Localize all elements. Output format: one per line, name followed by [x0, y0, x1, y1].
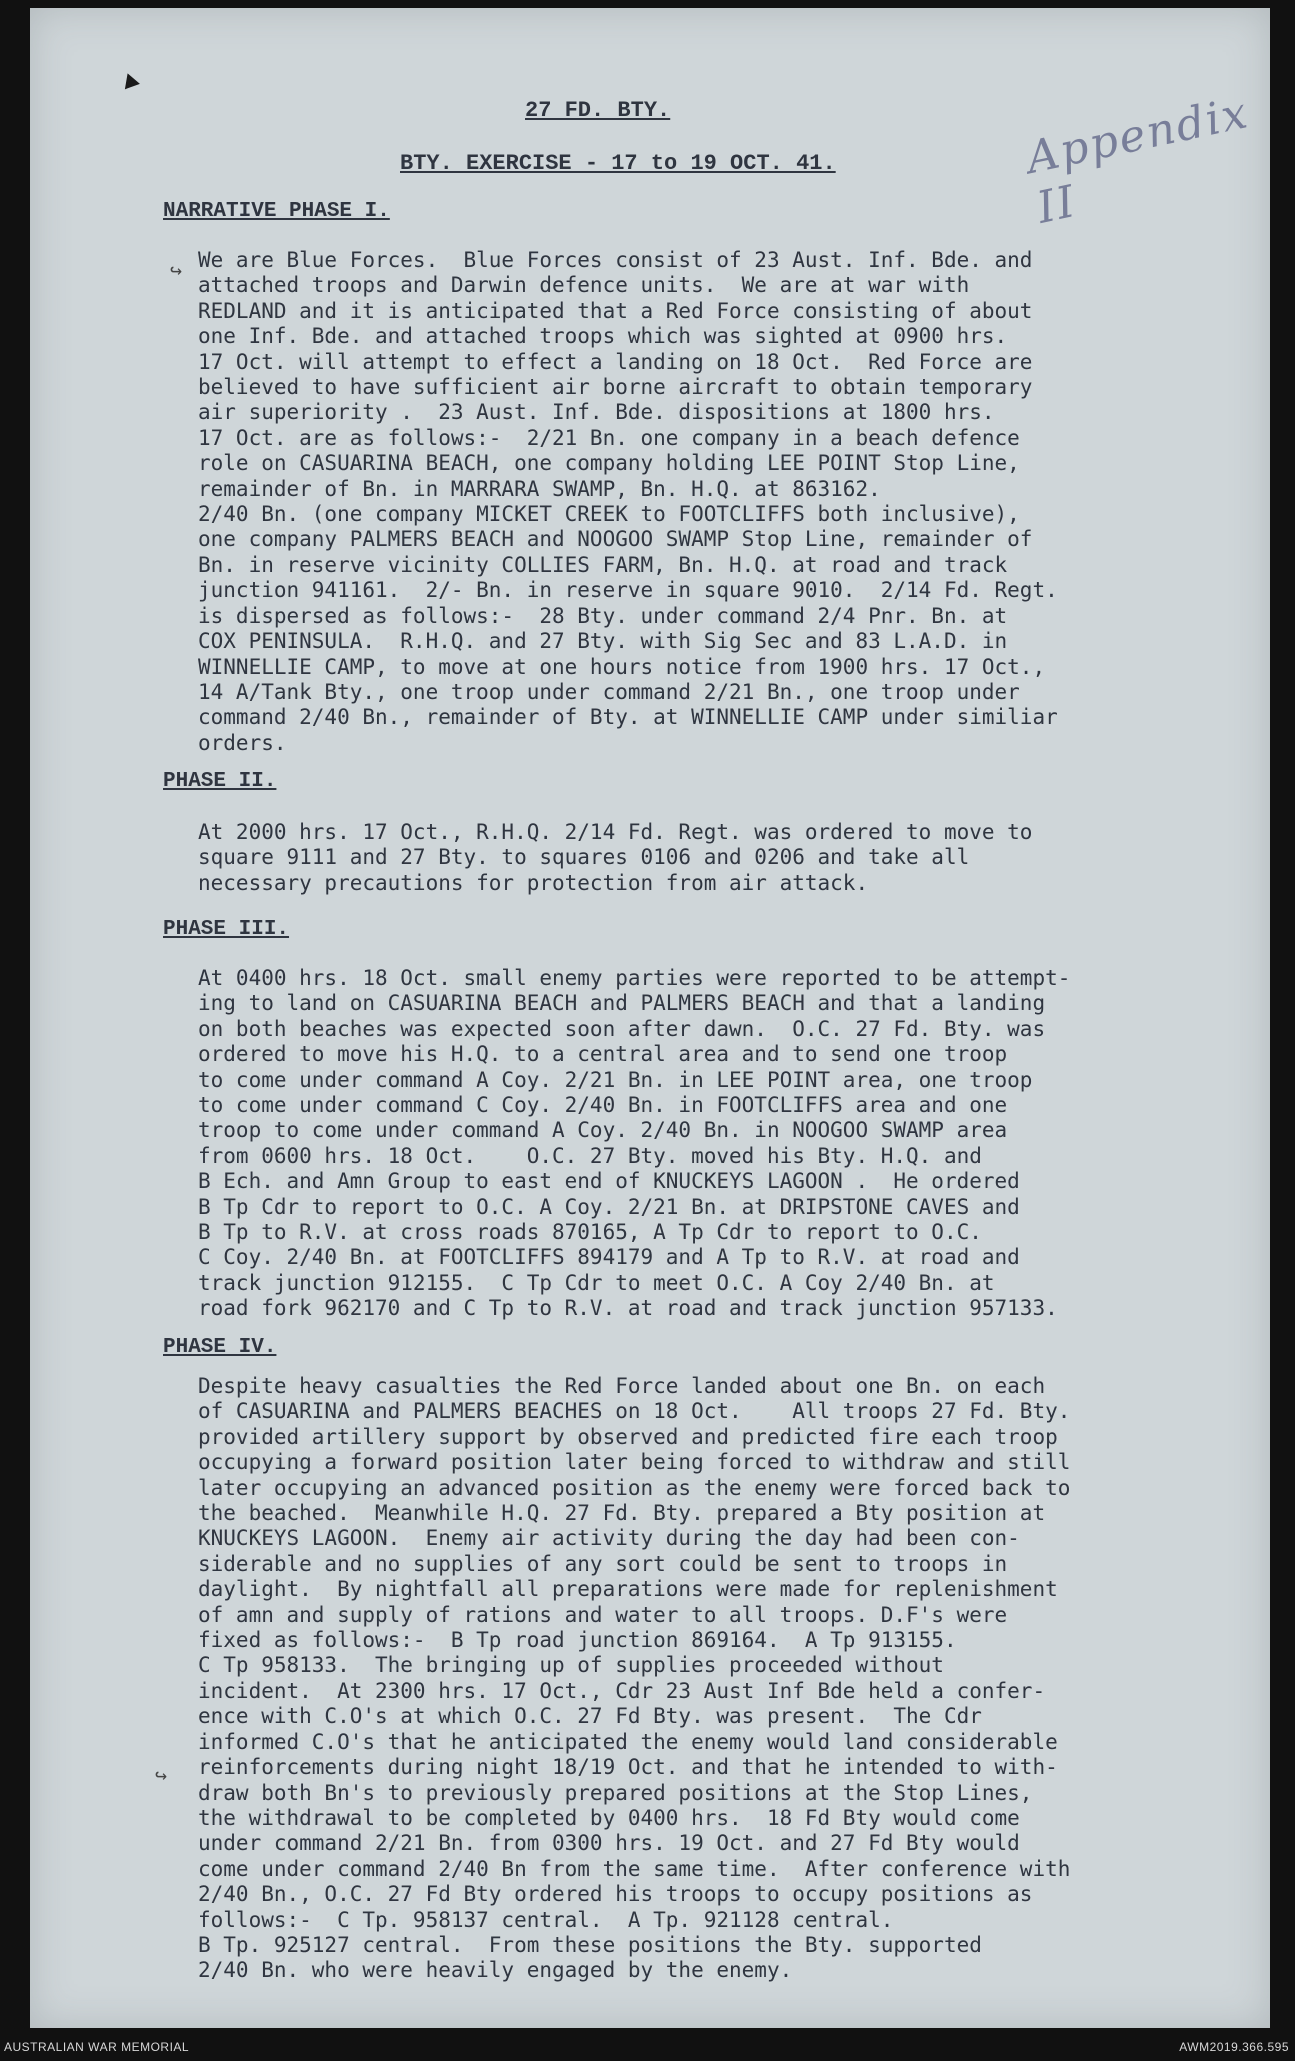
section-text-phase-4: Despite heavy casualties the Red Force landed about one Bn. on each of CASUARINA and PALMERS BEACHES on 18 Oct. All troops 27 Fd. Bty. provided artillery support by observed and predicted fire each troop occupying a forward position later being forced to withdraw and still later occupying an advanced position as the enemy were forced back to the beached. Meanwhile H.Q. 27 Fd. Bty. prepared a Bty position at KNUCKEYS LAGOON. Enemy air activity during the day had been con- siderable and no supplies of any sort could be sent to troops in daylight. By nightfall all preparations were made for replenishment of amn and supply of rations and water to all troops. D.F's were fixed as follows:- B Tp road junction 869164. A Tp 913155. C Tp 958133. The bringing up of supplies proceeded without incident. At 2300 hrs. 17 Oct., Cdr 23 Aust Inf Bde held a confer- ence with C.O's at which O.C. 27 Fd Bty. was present. The Cdr informed C.O's that he anticipated the enemy would land considerable reinforcements during night 18/19 Oct. and that he intended to with- draw both Bn's to previously prepared positions at the Stop Lines, the withdrawal to be completed by 0400 hrs. 18 Fd Bty would come under command 2/21 Bn. from 0300 hrs. 19 Oct. and 27 Fd Bty would come under command 2/40 Bn from the same time. After conference with 2/40 Bn., O.C. 27 Fd Bty ordered his troops to occupy positions as follows:- C Tp. 958137 central. A Tp. 921128 central. B Tp. 925127 central. From these positions the Bty. supported 2/40 Bn. who were heavily engaged by the enemy. [198, 1374, 1071, 1983]
margin-tick-mark: ↪ [155, 1766, 168, 1789]
punch-hole-mark [120, 71, 140, 90]
margin-tick-mark: ↪ [170, 261, 183, 284]
document-subtitle: BTY. EXERCISE - 17 to 19 OCT. 41. [400, 151, 836, 176]
document-page [30, 8, 1270, 2028]
section-heading-phase-1: NARRATIVE PHASE I. [163, 200, 390, 223]
section-heading-phase-4: PHASE IV. [163, 1336, 277, 1359]
section-text-phase-2: At 2000 hrs. 17 Oct., R.H.Q. 2/14 Fd. Regt. was ordered to move to square 9111 and 27 Bty. to squares 0106 and 0206 and take all necessary precautions for protection from air attack. [198, 820, 1033, 895]
document-title: 27 FD. BTY. [525, 98, 671, 123]
footer-archive-name: AUSTRALIAN WAR MEMORIAL [4, 2040, 190, 2054]
section-heading-phase-2: PHASE II. [163, 770, 277, 793]
footer-reference-number: AWM2019.366.595 [1179, 2040, 1289, 2054]
section-text-phase-3: At 0400 hrs. 18 Oct. small enemy parties were reported to be attempt- ing to land on CASUARINA BEACH and PALMERS BEACH and that a landing on both beaches was expected soon after dawn. O.C. 27 Fd. Bty. was ordered to move his H.Q. to a central area and to send one troop to come under command A Coy. 2/21 Bn. in LEE POINT area, one troop to come under command C Coy. 2/40 Bn. in FOOTCLIFFS area and one troop to come under command A Coy. 2/40 Bn. in NOOGOO SWAMP area from 0600 hrs. 18 Oct. O.C. 27 Bty. moved his Bty. H.Q. and B Ech. and Amn Group to east end of KNUCKEYS LAGOON . He ordered B Tp Cdr to report to O.C. A Coy. 2/21 Bn. at DRIPSTONE CAVES and B Tp to R.V. at cross roads 870165, A Tp Cdr to report to O.C. C Coy. 2/40 Bn. at FOOTCLIFFS 894179 and A Tp to R.V. at road and track junction 912155. C Tp Cdr to meet O.C. A Coy 2/40 Bn. at road fork 962170 and C Tp to R.V. at road and track junction 957133. [198, 966, 1071, 1321]
handwritten-annotation: Appendix II [1022, 87, 1254, 234]
section-text-phase-1: We are Blue Forces. Blue Forces consist of 23 Aust. Inf. Bde. and attached troops and Darwin defence units. We are at war with REDLAND and it is anticipated that a Red Force consisting of about one Inf. Bde. and attached troops which was sighted at 0900 hrs. 17 Oct. will attempt to effect a landing on 18 Oct. Red Force are believed to have sufficient air borne aircraft to obtain temporary air superiority . 23 Aust. Inf. Bde. dispositions at 1800 hrs. 17 Oct. are as follows:- 2/21 Bn. one company in a beach defence role on CASUARINA BEACH, one company holding LEE POINT Stop Line, remainder of Bn. in MARRARA SWAMP, Bn. H.Q. at 863162. 2/40 Bn. (one company MICKET CREEK to FOOTCLIFFS both inclusive), one company PALMERS BEACH and NOOGOO SWAMP Stop Line, remainder of Bn. in reserve vicinity COLLIES FARM, Bn. H.Q. at road and track junction 941161. 2/- Bn. in reserve in square 9010. 2/14 Fd. Regt. is dispersed as follows:- 28 Bty. under command 2/4 Pnr. Bn. at COX PENINSULA. R.H.Q. and 27 Bty. with Sig Sec and 83 L.A.D. in WINNELLIE CAMP, to move at one hours notice from 1900 hrs. 17 Oct., 14 A/Tank Bty., one troop under command 2/21 Bn., one troop under command 2/40 Bn., remainder of Bty. at WINNELLIE CAMP under similiar orders. [198, 248, 1058, 755]
section-heading-phase-3: PHASE III. [163, 918, 290, 941]
